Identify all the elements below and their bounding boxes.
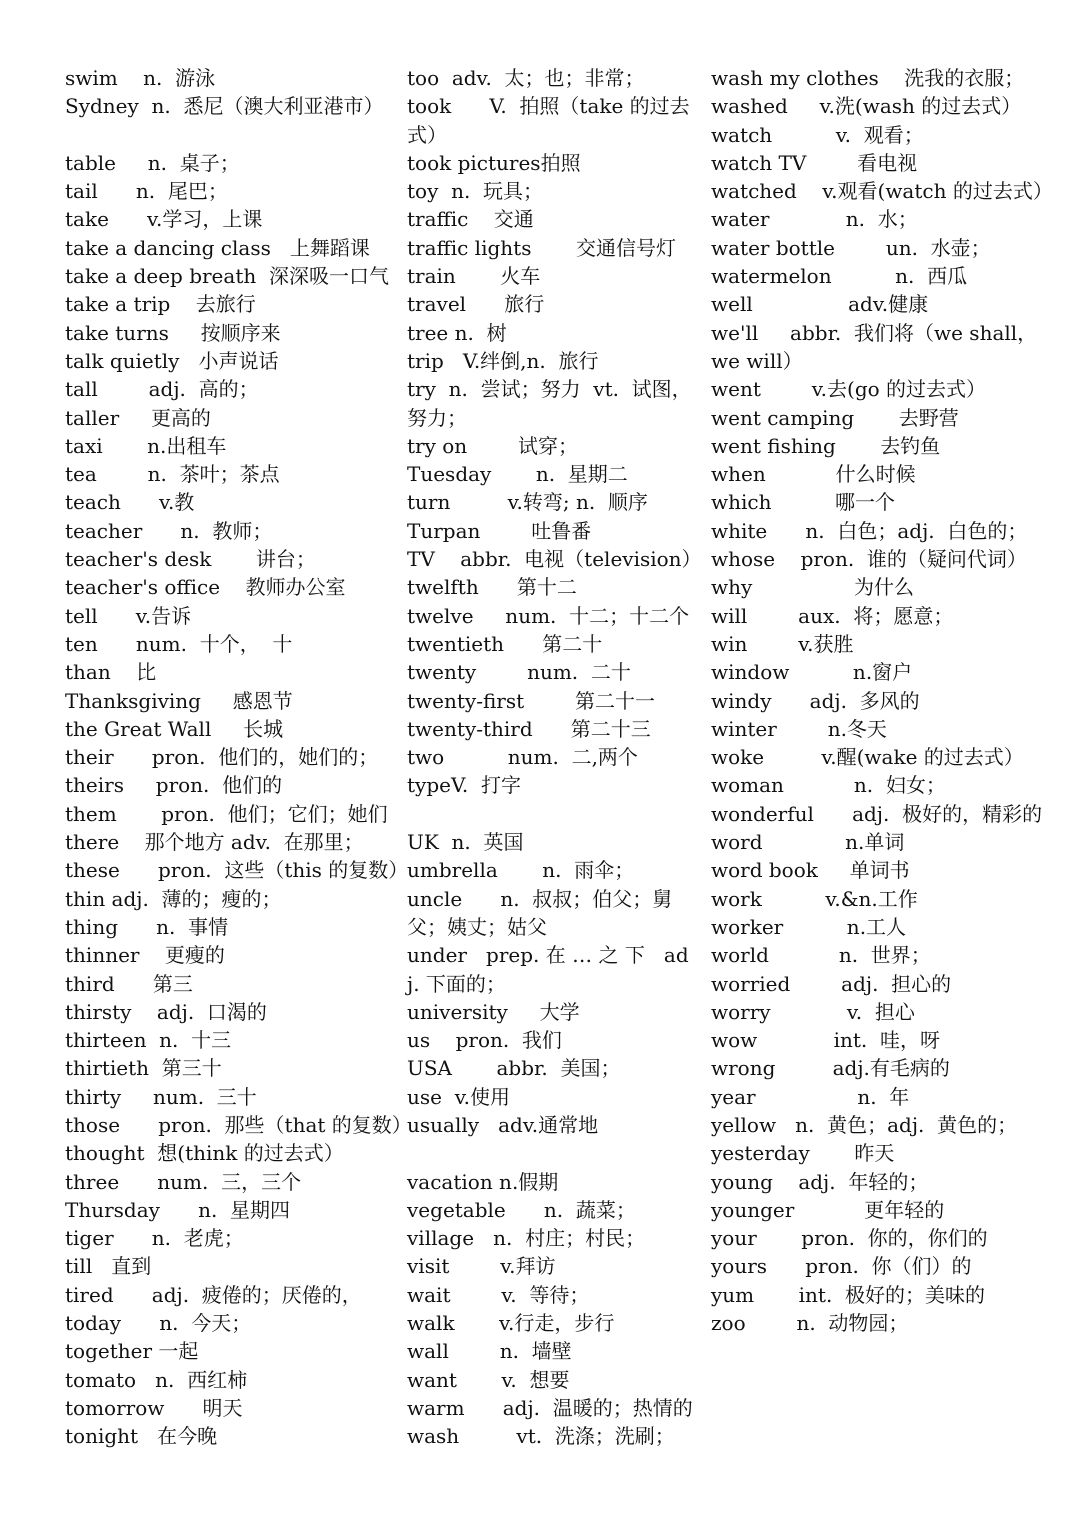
vocabulary-entry: train 火车 xyxy=(407,264,541,289)
vocabulary-entry: thin adj. 薄的；瘦的； xyxy=(65,886,282,911)
vocabulary-entry: the Great Wall 长城 xyxy=(65,716,284,741)
vocabulary-entry: thirsty adj. 口渴的 xyxy=(65,999,267,1024)
vocabulary-entry: tell v.告诉 xyxy=(65,603,192,628)
vocabulary-entry: typeV. 打字 xyxy=(407,773,521,798)
vocabulary-entry: water n. 水； xyxy=(711,207,918,232)
vocabulary-entry: tomorrow 明天 xyxy=(65,1395,243,1420)
vocabulary-entry: why 为什么 xyxy=(711,575,915,600)
vocabulary-entry: worker n.工人 xyxy=(711,914,907,939)
vocabulary-entry: university 大学 xyxy=(407,999,580,1024)
vocabulary-entry: water bottle un. 水壶； xyxy=(711,235,991,260)
vocabulary-entry: went fishing 去钓鱼 xyxy=(711,433,941,458)
vocabulary-entry: will aux. 将；愿意； xyxy=(711,603,954,628)
vocabulary-entry: three num. 三，三个 xyxy=(65,1169,302,1194)
section-spacer xyxy=(407,1139,692,1167)
vocabulary-entry: year n. 年 xyxy=(711,1084,910,1109)
vocabulary-entry: them pron. 他们；它们；她们 xyxy=(65,801,388,826)
vocabulary-entry: woke v.醒(wake 的过去式） xyxy=(711,745,1024,770)
vocabulary-entry: teach v.教 xyxy=(65,490,195,515)
vocabulary-entry: world n. 世界； xyxy=(711,943,931,968)
vocabulary-entry: till 直到 xyxy=(65,1254,152,1279)
vocabulary-entry: windy adj. 多风的 xyxy=(711,688,920,713)
vocabulary-entry: try n. 尝试；努力 vt. 试图，努力； xyxy=(407,377,692,430)
vocabulary-entry: tomato n. 西红柿 xyxy=(65,1367,248,1392)
vocabulary-entry: vacation n.假期 xyxy=(407,1169,559,1194)
vocabulary-entry: vegetable n. 蔬菜； xyxy=(407,1197,636,1222)
vocabulary-entry: thirty num. 三十 xyxy=(65,1084,257,1109)
vocabulary-entry: traffic lights 交通信号灯 xyxy=(407,235,676,260)
vocabulary-entry: tail n. 尾巴； xyxy=(65,179,228,204)
vocabulary-column-1 xyxy=(65,64,412,1451)
vocabulary-entry: umbrella n. 雨伞； xyxy=(407,858,635,883)
vocabulary-entry: woman n. 妇女； xyxy=(711,773,946,798)
vocabulary-entry: your pron. 你的，你们的 xyxy=(711,1226,988,1251)
vocabulary-entry: village n. 村庄；村民； xyxy=(407,1226,646,1251)
vocabulary-entry: tree n. 树 xyxy=(407,320,507,345)
vocabulary-entry: Tuesday n. 星期二 xyxy=(407,462,628,487)
vocabulary-entry: us pron. 我们 xyxy=(407,1028,562,1053)
vocabulary-entry: than 比 xyxy=(65,660,157,685)
vocabulary-entry: theirs pron. 他们的 xyxy=(65,773,283,798)
vocabulary-entry: younger 更年轻的 xyxy=(711,1197,945,1222)
vocabulary-entry: ten num. 十个， 十 xyxy=(65,631,293,656)
section-spacer xyxy=(65,121,385,149)
vocabulary-entry: TV abbr. 电视（television） xyxy=(407,547,702,572)
vocabulary-entry: white n. 白色；adj. 白色的； xyxy=(711,518,1028,543)
vocabulary-entry: taller 更高的 xyxy=(65,405,211,430)
vocabulary-entry: third 第三 xyxy=(65,971,193,996)
vocabulary-entry: those pron. 那些（that 的复数） xyxy=(65,1112,412,1137)
vocabulary-entry: tonight 在今晚 xyxy=(65,1424,218,1449)
vocabulary-entry: today n. 今天； xyxy=(65,1311,252,1336)
vocabulary-entry: took pictures拍照 xyxy=(407,150,581,175)
vocabulary-entry: teacher n. 教师； xyxy=(65,518,273,543)
vocabulary-entry: thought 想(think 的过去式） xyxy=(65,1141,344,1166)
vocabulary-column-3 xyxy=(711,64,1053,1337)
vocabulary-entry: travel 旅行 xyxy=(407,292,545,317)
vocabulary-entry: teacher's office 教师办公室 xyxy=(65,575,346,600)
vocabulary-entry: twenty-first 第二十一 xyxy=(407,688,656,713)
vocabulary-entry: window n.窗户 xyxy=(711,660,913,685)
vocabulary-entry: wonderful adj. 极好的，精彩的 xyxy=(711,801,1043,826)
vocabulary-entry: Sydney n. 悉尼（澳大利亚港市） xyxy=(65,94,384,119)
vocabulary-entry: take a trip 去旅行 xyxy=(65,292,256,317)
vocabulary-entry: tired adj. 疲倦的；厌倦的， xyxy=(65,1282,362,1307)
vocabulary-entry: went camping 去野营 xyxy=(711,405,959,430)
vocabulary-entry: whose pron. 谁的（疑问代词） xyxy=(711,547,1027,572)
vocabulary-entry: word book 单词书 xyxy=(711,858,910,883)
vocabulary-entry: tiger n. 老虎； xyxy=(65,1226,244,1251)
vocabulary-entry: UK n. 英国 xyxy=(407,830,524,855)
vocabulary-entry: wait v. 等待； xyxy=(407,1282,590,1307)
vocabulary-entry: want v. 想要 xyxy=(407,1367,570,1392)
vocabulary-entry: walk v.行走，步行 xyxy=(407,1311,615,1336)
vocabulary-entry: use v.使用 xyxy=(407,1084,510,1109)
vocabulary-entry: wow int. 哇，呀 xyxy=(711,1028,940,1053)
vocabulary-entry: uncle n. 叔叔；伯父；舅父；姨丈；姑父 xyxy=(407,886,673,939)
vocabulary-entry: tall adj. 高的； xyxy=(65,377,259,402)
vocabulary-entry: thirteen n. 十三 xyxy=(65,1028,232,1053)
vocabulary-entry: USA abbr. 美国； xyxy=(407,1056,621,1081)
vocabulary-entry: when 什么时候 xyxy=(711,462,916,487)
vocabulary-entry: took V. 拍照（take 的过去式） xyxy=(407,94,690,147)
vocabulary-entry: swim n. 游泳 xyxy=(65,66,216,90)
vocabulary-entry: winter n.冬天 xyxy=(711,716,887,741)
vocabulary-entry: together 一起 xyxy=(65,1339,199,1364)
vocabulary-entry: watch v. 观看； xyxy=(711,122,924,147)
vocabulary-entry: wall n. 墙壁 xyxy=(407,1339,572,1364)
vocabulary-entry: take a dancing class 上舞蹈课 xyxy=(65,235,370,260)
vocabulary-entry: under prep. 在 … 之 下 adj. 下面的； xyxy=(407,943,689,996)
vocabulary-entry: teacher's desk 讲台； xyxy=(65,547,316,572)
vocabulary-entry: we'll abbr. 我们将（we shall，we will） xyxy=(711,320,1038,373)
vocabulary-entry: turn v.转弯; n. 顺序 xyxy=(407,490,648,515)
vocabulary-entry: watch TV 看电视 xyxy=(711,150,918,175)
vocabulary-entry: watched v.观看(watch 的过去式） xyxy=(711,179,1053,204)
vocabulary-entry: visit v.拜访 xyxy=(407,1254,556,1279)
vocabulary-entry: too adv. 太；也；非常； xyxy=(407,66,645,90)
vocabulary-entry: washed v.洗(wash 的过去式） xyxy=(711,94,1022,119)
vocabulary-entry: Thanksgiving 感恩节 xyxy=(65,688,293,713)
vocabulary-entry: twenty num. 二十 xyxy=(407,660,631,685)
vocabulary-entry: yum int. 极好的；美味的 xyxy=(711,1282,986,1307)
vocabulary-entry: their pron. 他们的，她们的； xyxy=(65,745,379,770)
vocabulary-entry: word n.单词 xyxy=(711,830,905,855)
vocabulary-entry: yellow n. 黄色；adj. 黄色的； xyxy=(711,1112,1018,1137)
vocabulary-entry: went v.去(go 的过去式） xyxy=(711,377,987,402)
vocabulary-entry: taxi n.出租车 xyxy=(65,433,227,458)
vocabulary-entry: worry v. 担心 xyxy=(711,999,915,1024)
vocabulary-entry: table n. 桌子； xyxy=(65,150,240,175)
vocabulary-entry: thinner 更瘦的 xyxy=(65,943,225,968)
vocabulary-entry: yours pron. 你（们）的 xyxy=(711,1254,972,1279)
vocabulary-entry: wash my clothes 洗我的衣服； xyxy=(711,66,1025,90)
vocabulary-entry: yesterday 昨天 xyxy=(711,1141,895,1166)
vocabulary-entry: warm adj. 温暖的；热情的 xyxy=(407,1395,693,1420)
vocabulary-entry: talk quietly 小声说话 xyxy=(65,348,279,373)
vocabulary-entry: thirtieth 第三十 xyxy=(65,1056,222,1081)
vocabulary-entry: twelve num. 十二；十二个 xyxy=(407,603,690,628)
vocabulary-entry: these pron. 这些（this 的复数） xyxy=(65,858,409,883)
vocabulary-column-2 xyxy=(407,64,702,1451)
vocabulary-entry: traffic 交通 xyxy=(407,207,534,232)
vocabulary-entry: trip V.绊倒,n. 旅行 xyxy=(407,348,599,373)
vocabulary-entry: tea n. 茶叶；茶点 xyxy=(65,462,280,487)
vocabulary-entry: try on 试穿； xyxy=(407,433,579,458)
vocabulary-entry: Thursday n. 星期四 xyxy=(65,1197,291,1222)
vocabulary-entry: twelfth 第十二 xyxy=(407,575,577,600)
vocabulary-entry: which 哪一个 xyxy=(711,490,896,515)
vocabulary-entry: twenty-third 第二十三 xyxy=(407,716,651,741)
vocabulary-entry: twentieth 第二十 xyxy=(407,631,603,656)
vocabulary-entry: toy n. 玩具； xyxy=(407,179,544,204)
vocabulary-entry: take v.学习，上课 xyxy=(65,207,263,232)
vocabulary-entry: watermelon n. 西瓜 xyxy=(711,264,968,289)
vocabulary-entry: there 那个地方 adv. 在那里； xyxy=(65,830,364,855)
vocabulary-entry: well adv.健康 xyxy=(711,292,929,317)
vocabulary-entry: take turns 按顺序来 xyxy=(65,320,281,345)
vocabulary-entry: thing n. 事情 xyxy=(65,914,229,939)
vocabulary-entry: wash vt. 洗涤；洗刷； xyxy=(407,1424,675,1449)
vocabulary-entry: zoo n. 动物园； xyxy=(711,1311,909,1336)
vocabulary-entry: wrong adj.有毛病的 xyxy=(711,1056,950,1081)
vocabulary-entry: take a deep breath 深深吸一口气 xyxy=(65,264,389,289)
vocabulary-entry: usually adv.通常地 xyxy=(407,1112,599,1137)
vocabulary-entry: worried adj. 担心的 xyxy=(711,971,952,996)
vocabulary-entry: Turpan 吐鲁番 xyxy=(407,518,592,543)
section-spacer xyxy=(407,800,692,828)
vocabulary-entry: young adj. 年轻的； xyxy=(711,1169,929,1194)
vocabulary-entry: two num. 二,两个 xyxy=(407,745,638,770)
vocabulary-entry: work v.&n.工作 xyxy=(711,886,918,911)
vocabulary-entry: win v.获胜 xyxy=(711,631,854,656)
